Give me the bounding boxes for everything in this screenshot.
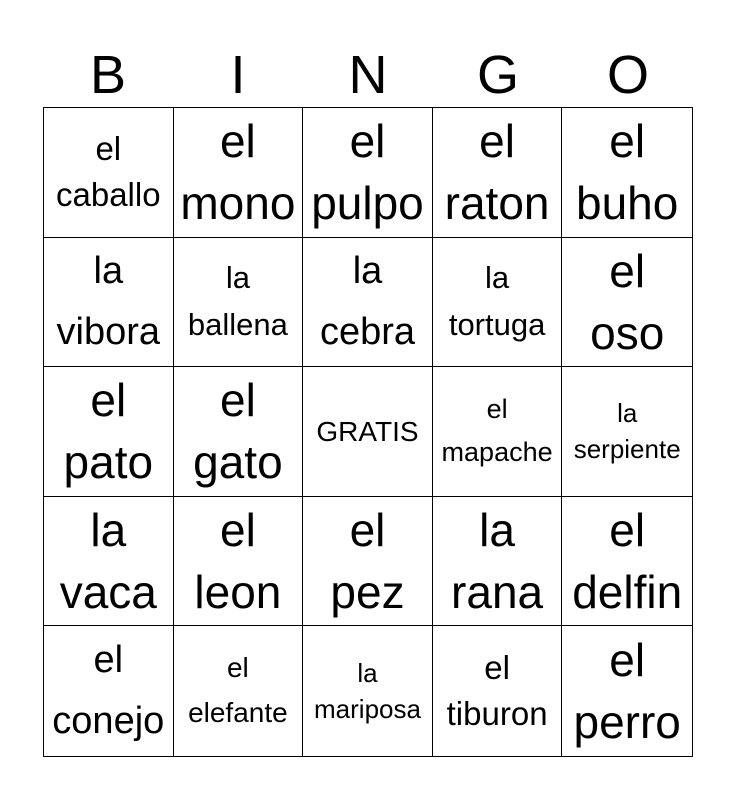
- cell-label: el pato: [63, 374, 154, 489]
- bingo-cell-el-pez[interactable]: [303, 497, 433, 627]
- cell-label: la rana: [451, 504, 544, 619]
- bingo-cell-el-conejo[interactable]: [44, 626, 174, 756]
- cell-label: el elefante: [188, 652, 288, 729]
- bingo-cell-la-tortuga[interactable]: [433, 238, 563, 368]
- cell-label: el pulpo: [311, 115, 424, 230]
- bingo-cell-la-vaca[interactable]: [44, 497, 174, 627]
- bingo-cell-el-raton[interactable]: [433, 108, 563, 238]
- header-letter-o: O: [606, 45, 649, 105]
- bingo-cell-el-elefante[interactable]: [174, 626, 304, 756]
- cell-label: el raton: [444, 115, 550, 230]
- cell-label: el delfin: [572, 504, 683, 619]
- cell-label: el caballo: [56, 130, 161, 214]
- cell-label: el conejo: [52, 639, 165, 743]
- bingo-cell-el-oso[interactable]: [562, 238, 692, 368]
- bingo-cell-el-pulpo[interactable]: [303, 108, 433, 238]
- bingo-cell-el-leon[interactable]: [174, 497, 304, 627]
- cell-label: la vibora: [56, 250, 161, 353]
- bingo-cell-la-mariposa[interactable]: [303, 626, 433, 756]
- header-letter-i: I: [230, 45, 246, 105]
- bingo-cell-free-space[interactable]: [303, 367, 433, 497]
- cell-label: la vaca: [59, 504, 157, 619]
- cell-label: el leon: [194, 504, 282, 619]
- bingo-cell-la-ballena[interactable]: [174, 238, 304, 368]
- bingo-cell-el-pato[interactable]: [44, 367, 174, 497]
- bingo-cell-el-buho[interactable]: [562, 108, 692, 238]
- bingo-cell-la-rana[interactable]: [433, 497, 563, 627]
- bingo-cell-el-tiburon[interactable]: [433, 626, 563, 756]
- bingo-board: [43, 107, 693, 757]
- cell-label: la serpiente: [573, 398, 681, 465]
- cell-label: la cebra: [319, 250, 416, 353]
- cell-label: el oso: [590, 244, 665, 359]
- cell-label: el perro: [573, 634, 681, 749]
- cell-label: la mariposa: [314, 657, 421, 725]
- cell-label: la ballena: [187, 260, 288, 342]
- cell-label: la tortuga: [448, 260, 546, 342]
- header-letter-g: G: [476, 45, 519, 105]
- cell-label: el buho: [576, 115, 679, 230]
- bingo-cell-el-mapache[interactable]: [433, 367, 563, 497]
- bingo-cell-la-serpiente[interactable]: [562, 367, 692, 497]
- cell-label: el mono: [180, 115, 296, 230]
- cell-label: el tiburon: [446, 649, 548, 733]
- cell-label: el gato: [193, 374, 283, 489]
- bingo-cell-el-perro[interactable]: [562, 626, 692, 756]
- cell-label: el pez: [330, 504, 405, 619]
- bingo-cell-el-gato[interactable]: [174, 367, 304, 497]
- header-letter-n: N: [348, 45, 388, 105]
- bingo-cell-la-vibora[interactable]: [44, 238, 174, 368]
- header-letter-b: B: [89, 45, 127, 105]
- bingo-cell-el-caballo[interactable]: [44, 108, 174, 238]
- bingo-header: [43, 44, 693, 106]
- cell-label: GRATIS: [316, 415, 419, 447]
- bingo-cell-el-mono[interactable]: [174, 108, 304, 238]
- bingo-cell-la-cebra[interactable]: [303, 238, 433, 368]
- cell-label: el mapache: [441, 394, 553, 468]
- bingo-cell-el-delfin[interactable]: [562, 497, 692, 627]
